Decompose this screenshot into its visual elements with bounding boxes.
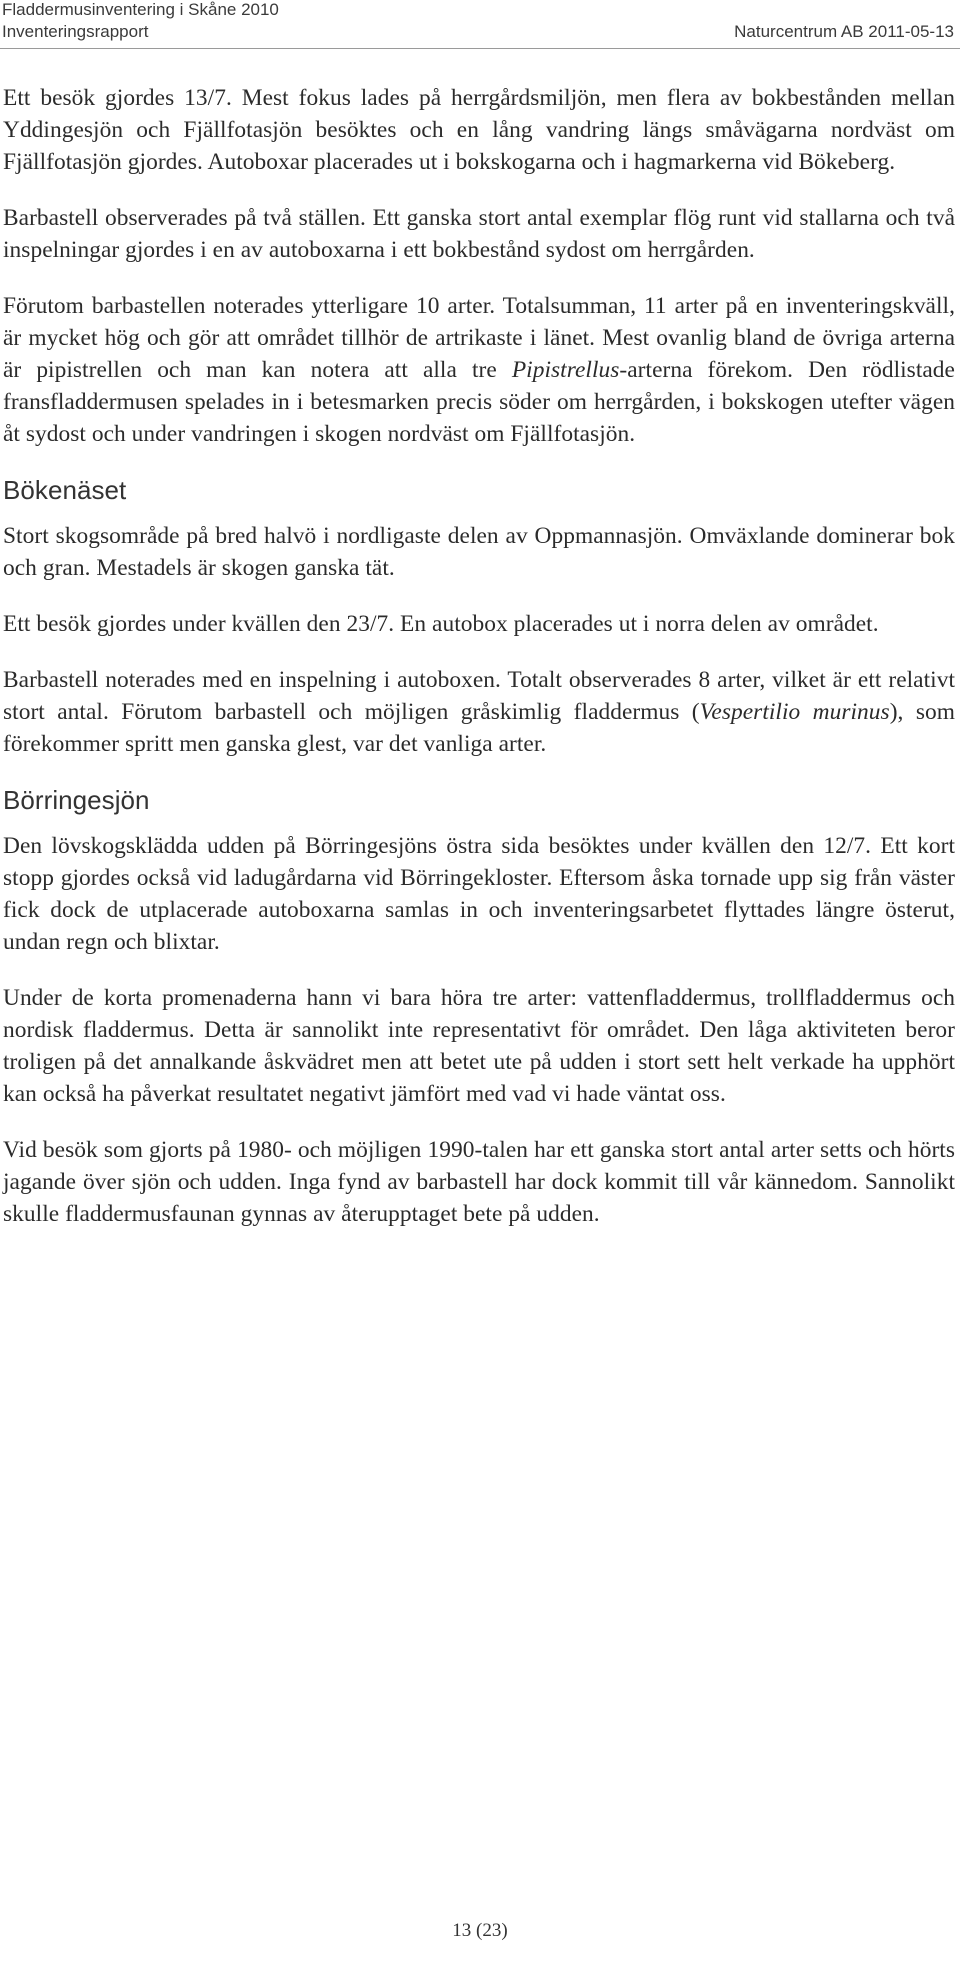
species-name-italic: Vespertilio murinus	[699, 699, 890, 725]
paragraph: Under de korta promenaderna hann vi bara höra tre arter: vattenfladdermus, trollfladdermus och nordisk fladdermus. Detta är sannolikt inte representativt för området. Den låga aktiviteten beror troligen på det annalkande åskvädret men att betet ute på udden i stort sett helt verkade ha upphört kan också ha påverkat resultatet negativt jämfört med vad vi hade väntat oss.	[3, 985, 955, 1107]
paragraph: Den lövskogsklädda udden på Börringesjöns östra sida besöktes under kvällen den 12/7. Ett kort stopp gjordes också vid ladugårdarna vid Börringekloster. Eftersom åska tornade upp sig från väster fick dock de utplacerade autoboxarna samlas in och inventeringsarbetet flyttades längre österut, undan regn och blixtar.	[3, 833, 955, 955]
paragraph: Ett besök gjordes 13/7. Mest fokus lades på herrgårdsmiljön, men flera av bokbestånden mellan Yddingesjön och Fjällfotasjön besöktes och en lång vandring längs småvägarna nordväst om Fjällfotasjön gjordes. Autoboxar placerades ut i bokskogarna och i hagmarkerna vid Bökeberg.	[3, 85, 955, 175]
species-name-italic: Pipistrellus	[511, 357, 620, 383]
paragraph: Stort skogsområde på bred halvö i nordligaste delen av Oppmannasjön. Omväxlande dominerar bok och gran. Mestadels är skogen ganska tät.	[3, 523, 955, 581]
paragraph-text: Barbastell noterades med en inspelning i autoboxen. Totalt observerades 8 arter, vilket är ett relativt stort antal. Förutom barbastell och möjligen gråskimlig fladdermus (	[3, 667, 955, 725]
page-number: 13 (23)	[452, 1920, 508, 1941]
paragraph-text: ), som förekommer spritt men ganska glest, var det vanliga arter.	[3, 699, 955, 757]
page-header	[0, 0, 960, 49]
report-subtitle: Inventeringsrapport	[2, 22, 149, 41]
paragraph: Ett besök gjordes under kvällen den 23/7. En autobox placerades ut i norra delen av området.	[3, 611, 879, 637]
document-body	[3, 82, 955, 1254]
paragraph	[3, 664, 955, 760]
paragraph	[3, 290, 955, 450]
report-org-date: Naturcentrum AB 2011-05-13	[734, 22, 954, 41]
paragraph: Vid besök som gjorts på 1980- och möjligen 1990-talen har ett ganska stort antal arter setts och hörts jagande över sjön och udden. Inga fynd av barbastell har dock kommit till vår kännedom. Sannolikt skulle fladdermusfaunan gynnas av återupptaget bete på udden.	[3, 1137, 955, 1227]
report-title: Fladdermusinventering i Skåne 2010	[2, 0, 279, 19]
paragraph: Barbastell observerades på två ställen. Ett ganska stort antal exemplar flög runt vid stallarna och två inspelningar gjordes i en av autoboxarna i ett bokbestånd sydost om herrgården.	[3, 205, 955, 263]
section-heading-borringesjon: Börringesjön	[3, 785, 150, 815]
section-heading-bokenaset: Bökenäset	[3, 475, 127, 505]
paragraph-text: Förutom barbastellen noterades ytterligare 10 arter. Totalsumman, 11 arter på en inventeringskväll, är mycket hög och gör att området tillhör de artrikaste i länet. Mest ovanlig bland de övriga arterna är pipistrellen och man kan notera att alla tre	[3, 293, 955, 383]
paragraph-text: -arterna förekom. Den rödlistade fransfladdermusen spelades in i betesmarken precis söder om herrgården, i bokskogen utefter vägen åt sydost och under vandringen i skogen nordväst om Fjällfotasjön.	[3, 357, 955, 447]
